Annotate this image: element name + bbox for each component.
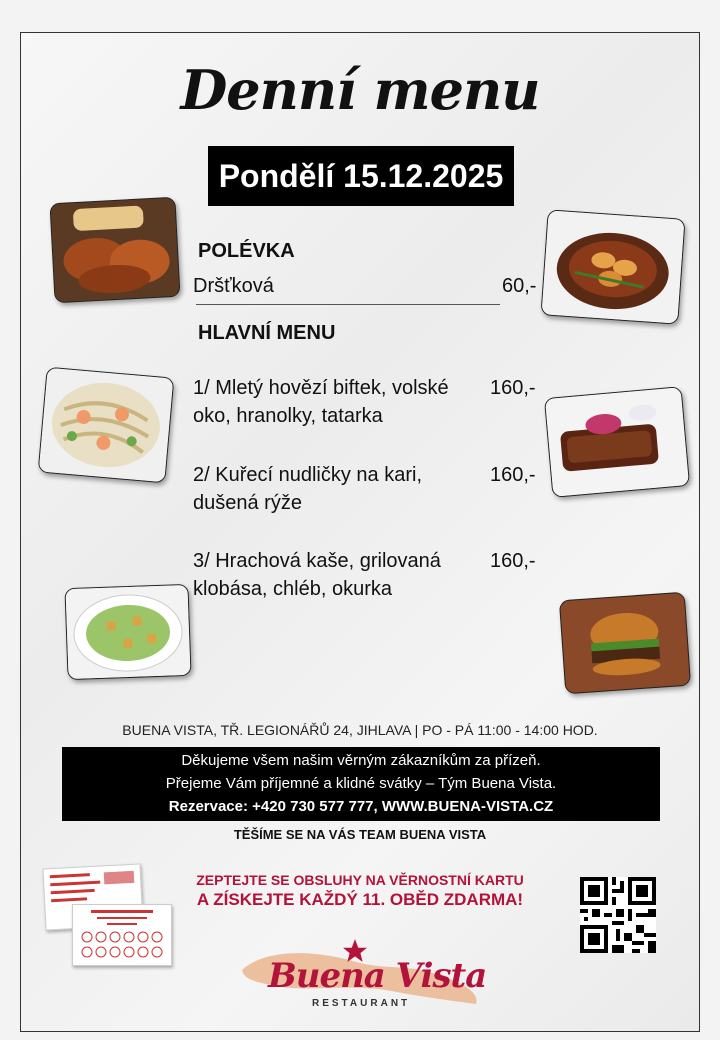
loyalty-line-2: A ZÍSKEJTE KAŽDÝ 11. OBĚD ZDARMA!: [196, 890, 524, 909]
menu-item-3-price: 160,-: [490, 550, 536, 572]
menu-item-3-line2: klobása, chléb, okurka: [193, 578, 393, 600]
menu-item-1-price: 160,-: [490, 377, 536, 399]
loyalty-card-image-front: [72, 904, 172, 966]
salad-photo: [64, 584, 191, 680]
thanks-box: [62, 747, 660, 821]
menu-item-3: [193, 547, 493, 603]
thanks-line-2: Přejeme Vám příjemné a klidné svátky – Tým Buena Vista.: [165, 775, 557, 792]
pasta-photo: [38, 367, 175, 484]
team-line: TĚŠÍME SE NA VÁS TEAM BUENA VISTA: [233, 827, 487, 842]
loyalty-line-1: ZEPTEJTE SE OBSLUHY NA VĚRNOSTNÍ KARTU: [196, 872, 524, 888]
page-title: Denní menu: [180, 58, 540, 122]
thanks-line-1: Děkujeme všem našim věrným zákazníkům za přízeň.: [181, 752, 541, 769]
logo-name: Buena Vista: [268, 956, 487, 996]
divider: [196, 304, 500, 305]
menu-item-2: [193, 461, 493, 517]
menu-item-3-line1: 3/ Hrachová kaše, grilovaná: [193, 550, 441, 572]
menu-item-2-line2: dušená rýže: [193, 492, 302, 514]
burger-photo: [559, 592, 691, 695]
menu-item-1-line2: oko, hranolky, tatarka: [193, 405, 383, 427]
potatoes-photo: [540, 209, 685, 324]
soup-price: 60,-: [502, 275, 537, 297]
address-line: BUENA VISTA, TŘ. LEGIONÁŘŮ 24, JIHLAVA | PO - PÁ 11:00 - 14:00 HOD.: [122, 722, 598, 738]
qr-code-icon[interactable]: [580, 877, 656, 953]
soup-name: Dršťková: [193, 275, 274, 297]
ribs-photo: [544, 386, 690, 498]
chicken-photo: [49, 197, 180, 303]
soup-heading: POLÉVKA: [198, 240, 295, 262]
menu-item-1-line1: 1/ Mletý hovězí biftek, volské: [193, 377, 449, 399]
date-banner: [208, 146, 514, 206]
main-heading: HLAVNÍ MENU: [198, 322, 336, 344]
menu-item-1: [193, 374, 493, 430]
menu-item-2-price: 160,-: [490, 464, 536, 486]
menu-item-2-line1: 2/ Kuřecí nudličky na kari,: [193, 464, 422, 486]
logo-subtitle: RESTAURANT: [312, 998, 411, 1009]
reservation-line: Rezervace: +420 730 577 777, WWW.BUENA-VISTA.CZ: [168, 798, 554, 815]
date-label: Pondělí 15.12.2025: [218, 158, 504, 194]
loyalty-promo: [180, 872, 540, 910]
